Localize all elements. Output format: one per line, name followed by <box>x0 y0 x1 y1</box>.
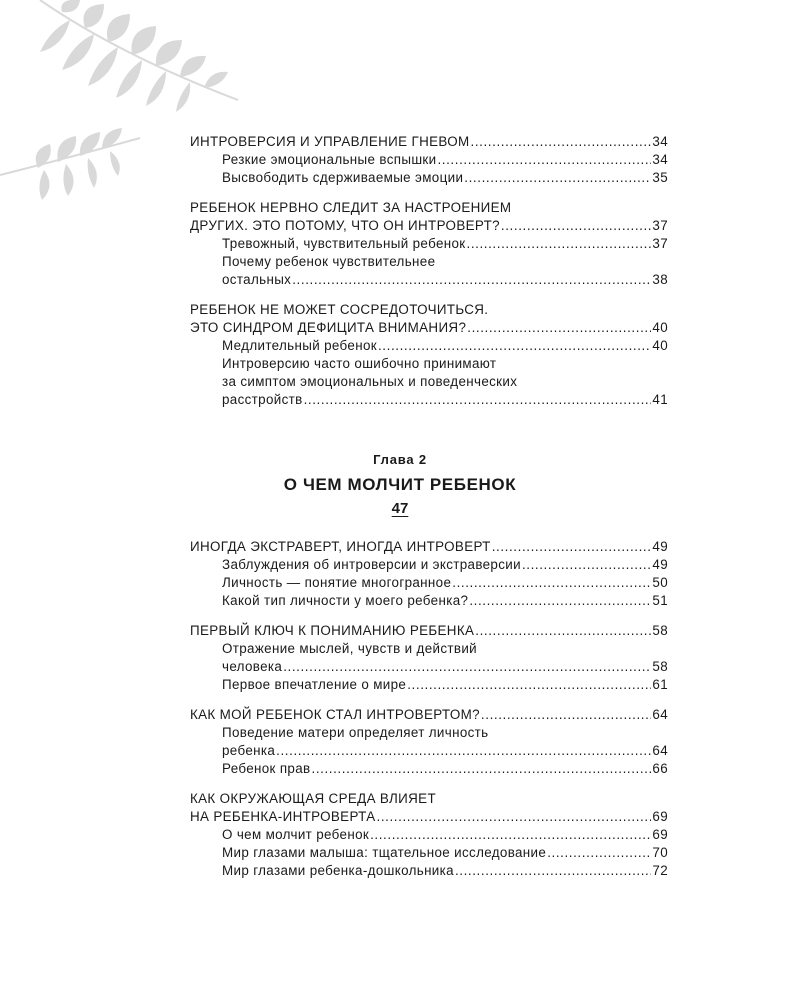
entry-title-line: Отражение мыслей, чувств и действий <box>222 641 477 656</box>
entry-title: ИНТРОВЕРСИЯ И УПРАВЛЕНИЕ ГНЕВОМ <box>190 134 470 149</box>
entry-title: Первое впечатление о мире <box>222 677 407 692</box>
page-number: 38 <box>652 272 668 287</box>
page-number: 37 <box>652 236 668 251</box>
toc-subentry[interactable] <box>190 391 668 409</box>
toc-section <box>190 301 668 409</box>
page-number: 64 <box>652 707 668 722</box>
entry-title: остальных <box>222 272 292 287</box>
toc-subentry[interactable] <box>190 574 668 592</box>
entry-title: Личность — понятие многогранное <box>222 575 452 590</box>
toc-section <box>190 706 668 778</box>
page-number: 49 <box>652 539 668 554</box>
toc-subentry[interactable] <box>190 592 668 610</box>
dot-leader <box>464 169 651 187</box>
toc-subentry[interactable] <box>190 235 668 253</box>
toc-subentry[interactable] <box>190 742 668 760</box>
page-number: 64 <box>652 743 668 758</box>
entry-title: Тревожный, чувствительный ребенок <box>222 236 466 251</box>
toc-section <box>190 199 668 289</box>
toc-section-heading[interactable] <box>190 217 668 235</box>
entry-title: Медлительный ребенок <box>222 338 377 353</box>
toc-section-heading[interactable] <box>190 706 668 724</box>
dot-leader <box>437 151 651 169</box>
entry-title-line: РЕБЕНОК НЕ МОЖЕТ СОСРЕДОТОЧИТЬСЯ. <box>190 302 489 317</box>
entry-title-line: Почему ребенок чувствительнее <box>222 254 436 269</box>
entry-title: Высвободить сдерживаемые эмоции <box>222 170 464 185</box>
entry-title: Ребенок прав <box>222 761 311 776</box>
entry-title-line: Интроверсию часто ошибочно принимают <box>222 356 497 371</box>
toc-subentry[interactable] <box>190 151 668 169</box>
page-number: 40 <box>652 320 668 335</box>
page-number: 40 <box>652 338 668 353</box>
page-number: 58 <box>652 623 668 638</box>
dot-leader <box>407 676 651 694</box>
page-number: 72 <box>652 863 668 878</box>
entry-title: Какой тип личности у моего ребенка? <box>222 593 469 608</box>
entry-title: ПЕРВЫЙ КЛЮЧ К ПОНИМАНИЮ РЕБЕНКА <box>190 623 475 638</box>
dot-leader <box>492 538 652 556</box>
entry-title: ребенка <box>222 743 276 758</box>
entry-title: Заблуждения об интроверсии и экстраверсии <box>222 557 521 572</box>
entry-title: Мир глазами малыша: тщательное исследование <box>222 845 547 860</box>
page-number: 35 <box>652 170 668 185</box>
toc-subentry[interactable] <box>190 862 668 880</box>
dot-leader <box>467 235 652 253</box>
toc-subentry[interactable] <box>190 676 668 694</box>
page-number: 34 <box>652 152 668 167</box>
entry-title: Мир глазами ребенка-дошкольника <box>222 863 454 878</box>
entry-title-line: РЕБЕНОК НЕРВНО СЛЕДИТ ЗА НАСТРОЕНИЕМ <box>190 200 512 215</box>
entry-title: расстройств <box>222 392 303 407</box>
entry-title: О чем молчит ребенок <box>222 827 370 842</box>
chapter-page-link[interactable]: 47 <box>391 500 409 517</box>
toc-subentry[interactable] <box>190 271 668 289</box>
dot-leader <box>547 844 651 862</box>
entry-title: человека <box>222 659 283 674</box>
dot-leader <box>475 622 651 640</box>
dot-leader <box>283 658 651 676</box>
dot-leader <box>378 337 651 355</box>
dot-leader <box>304 391 652 409</box>
page-number: 70 <box>652 845 668 860</box>
toc-section <box>190 133 668 187</box>
toc-subentry[interactable] <box>190 556 668 574</box>
dot-leader <box>501 217 651 235</box>
dot-leader <box>276 742 651 760</box>
entry-title-line: Поведение матери определяет личность <box>222 725 489 740</box>
toc-section-group-after <box>190 538 668 880</box>
dot-leader <box>469 592 651 610</box>
page-number: 58 <box>652 659 668 674</box>
toc-section <box>190 622 668 694</box>
entry-title-line: КАК ОКРУЖАЮЩАЯ СРЕДА ВЛИЯЕТ <box>190 791 436 806</box>
page-number: 41 <box>652 392 668 407</box>
toc-subentry[interactable] <box>190 169 668 187</box>
page-number: 51 <box>652 593 668 608</box>
page-number: 50 <box>652 575 668 590</box>
dot-leader <box>377 808 652 826</box>
toc-subentry[interactable] <box>190 844 668 862</box>
toc-subentry[interactable] <box>190 658 668 676</box>
dot-leader <box>467 319 651 337</box>
toc-section-group-before <box>190 133 668 409</box>
dot-leader <box>481 706 651 724</box>
entry-title: ИНОГДА ЭКСТРАВЕРТ, ИНОГДА ИНТРОВЕРТ <box>190 539 491 554</box>
page-number: 66 <box>652 761 668 776</box>
page-number: 37 <box>652 218 668 233</box>
toc-section-heading[interactable] <box>190 622 668 640</box>
chapter-page-number <box>0 500 800 517</box>
page-number: 69 <box>652 827 668 842</box>
page-number: 49 <box>652 557 668 572</box>
chapter-label: Глава 2 <box>373 452 427 467</box>
toc-subentry[interactable] <box>190 826 668 844</box>
dot-leader <box>452 574 651 592</box>
toc-section <box>190 538 668 610</box>
dot-leader <box>292 271 651 289</box>
page-number: 34 <box>652 134 668 149</box>
entry-title: ДРУГИХ. ЭТО ПОТОМУ, ЧТО ОН ИНТРОВЕРТ? <box>190 218 500 233</box>
entry-title: ЭТО СИНДРОМ ДЕФИЦИТА ВНИМАНИЯ? <box>190 320 467 335</box>
dot-leader <box>522 556 651 574</box>
entry-title: КАК МОЙ РЕБЕНОК СТАЛ ИНТРОВЕРТОМ? <box>190 707 480 722</box>
entry-title: НА РЕБЕНКА-ИНТРОВЕРТА <box>190 809 376 824</box>
entry-title: Резкие эмоциональные вспышки <box>222 152 437 167</box>
toc-section <box>190 790 668 880</box>
toc-section-heading[interactable] <box>190 319 668 337</box>
entry-title-line: за симптом эмоциональных и поведенческих <box>222 374 518 389</box>
toc-subentry[interactable] <box>190 760 668 778</box>
toc-section-heading[interactable] <box>190 538 668 556</box>
toc-subentry[interactable] <box>190 337 668 355</box>
dot-leader <box>471 133 652 151</box>
page-number: 61 <box>652 677 668 692</box>
toc-section-heading[interactable] <box>190 808 668 826</box>
dot-leader <box>312 760 652 778</box>
dot-leader <box>370 826 651 844</box>
toc-section-heading[interactable] <box>190 133 668 151</box>
chapter-title: О ЧЕМ МОЛЧИТ РЕБЕНОК <box>283 475 517 494</box>
dot-leader <box>455 862 651 880</box>
page-number: 69 <box>652 809 668 824</box>
